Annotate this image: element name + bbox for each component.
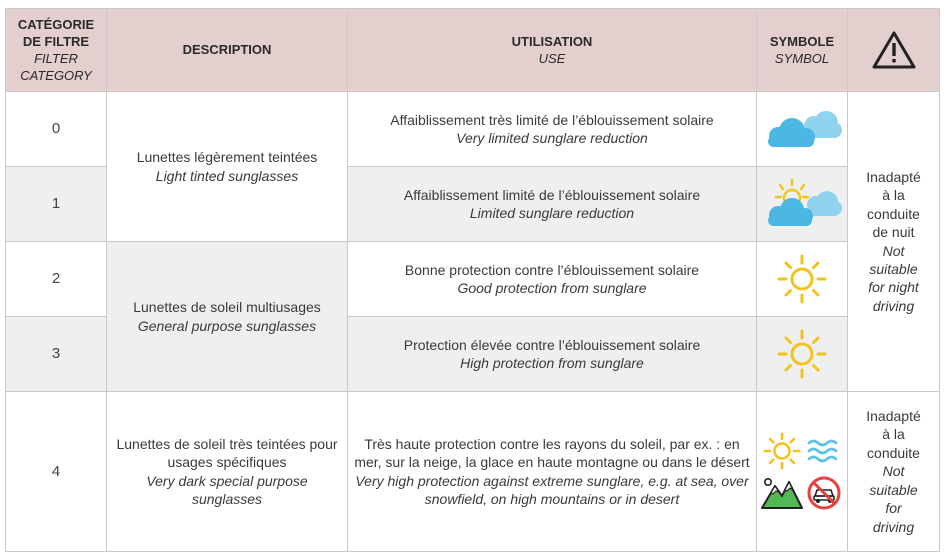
category-cell: 0 (6, 92, 107, 167)
description-en: Very dark special purpose sunglasses (146, 472, 308, 507)
night-en-3: for night (868, 279, 919, 296)
header-category (6, 9, 107, 92)
driving-fr-3: conduite (867, 444, 920, 461)
night-en-2: suitable (869, 260, 918, 277)
use-en: High protection from sunglare (460, 355, 644, 371)
use-fr: Protection élevée contre l’éblouissement solaire (403, 336, 701, 353)
table-row-0 (6, 92, 940, 167)
header-symbol (757, 9, 848, 92)
description-cell-dark (107, 392, 348, 552)
header-use-en: USE (538, 51, 566, 66)
driving-fr-2: à la (882, 426, 905, 443)
use-en: Limited sunglare reduction (469, 205, 635, 221)
use-fr: Affaiblissement limité de l’éblouissement solaire (403, 186, 701, 203)
use-en: Very high protection against extreme sunglare, e.g. at sea, over snowfield, on high mountains or in desert (355, 472, 749, 507)
symbol-cell (757, 167, 848, 242)
sun-icon (774, 326, 830, 382)
header-category-en-2: CATEGORY (20, 68, 92, 84)
clouds-icon (762, 106, 842, 152)
header-symbol-en: SYMBOL (774, 51, 830, 66)
water-waves-icon (806, 437, 842, 465)
symbol-cell (757, 242, 848, 317)
use-cell (348, 242, 757, 317)
header-row (6, 9, 940, 92)
use-en: Very limited sunglare reduction (456, 130, 648, 146)
sun-behind-clouds-icon (762, 177, 842, 231)
use-cell (348, 167, 757, 242)
use-cell (348, 392, 757, 552)
use-fr: Bonne protection contre l’éblouissement solaire (404, 261, 700, 278)
symbol-cell (757, 92, 848, 167)
description-cell-light (107, 92, 348, 242)
no-driving-icon (806, 475, 842, 511)
driving-en-3: for (885, 500, 902, 517)
category-cell: 2 (6, 242, 107, 317)
header-symbol-fr: SYMBOLE (769, 33, 835, 49)
warning-night-cell (848, 92, 940, 392)
night-fr-2: à la (882, 187, 905, 204)
header-category-en-1: FILTER (34, 51, 78, 66)
use-fr: Affaiblissement très limité de l’éblouissement solaire (390, 111, 714, 128)
category-cell: 3 (6, 317, 107, 392)
sun-icon (774, 251, 830, 307)
description-fr: Lunettes de soleil multiusages (133, 299, 321, 316)
use-fr: Très haute protection contre les rayons du soleil, par ex. : en mer, sur la neige, la glace en haute montagne ou dans le désert (354, 435, 750, 471)
night-fr-4: de nuit (872, 224, 915, 241)
table-row-2 (6, 242, 940, 317)
symbol-cell (757, 317, 848, 392)
driving-en-2: suitable (869, 481, 918, 498)
header-use-fr: UTILISATION (511, 33, 593, 49)
driving-en-4: driving (872, 518, 915, 535)
category-cell: 1 (6, 167, 107, 242)
header-warning (848, 9, 940, 92)
night-fr-3: conduite (867, 205, 920, 222)
use-cell (348, 92, 757, 167)
sun-icon (761, 430, 803, 472)
header-category-fr-1: CATÉGORIE (17, 16, 95, 32)
description-cell-general (107, 242, 348, 392)
use-cell (348, 317, 757, 392)
description-fr: Lunettes de soleil très teintées pour usages spécifiques (116, 435, 338, 471)
header-description: DESCRIPTION (107, 9, 348, 92)
category-cell: 4 (6, 392, 107, 552)
night-fr-1: Inadapté (866, 168, 921, 185)
header-category-fr-2: DE FILTRE (22, 33, 90, 49)
header-use (348, 9, 757, 92)
description-fr: Lunettes légèrement teintées (136, 149, 318, 166)
driving-en-1: Not (882, 463, 905, 480)
use-en: Good protection from sunglare (457, 280, 647, 296)
symbol-group (761, 430, 843, 514)
symbol-cell (757, 392, 848, 552)
filter-category-table (5, 8, 940, 552)
mountain-icon (760, 476, 804, 510)
table-row-4 (6, 392, 940, 552)
warning-triangle-icon (871, 30, 917, 70)
warning-driving-cell (848, 392, 940, 552)
night-en-4: driving (872, 297, 915, 314)
driving-fr-1: Inadapté (866, 407, 921, 424)
night-en-1: Not (882, 242, 905, 259)
description-en: Light tinted sunglasses (155, 167, 299, 184)
description-en: General purpose sunglasses (137, 317, 317, 334)
